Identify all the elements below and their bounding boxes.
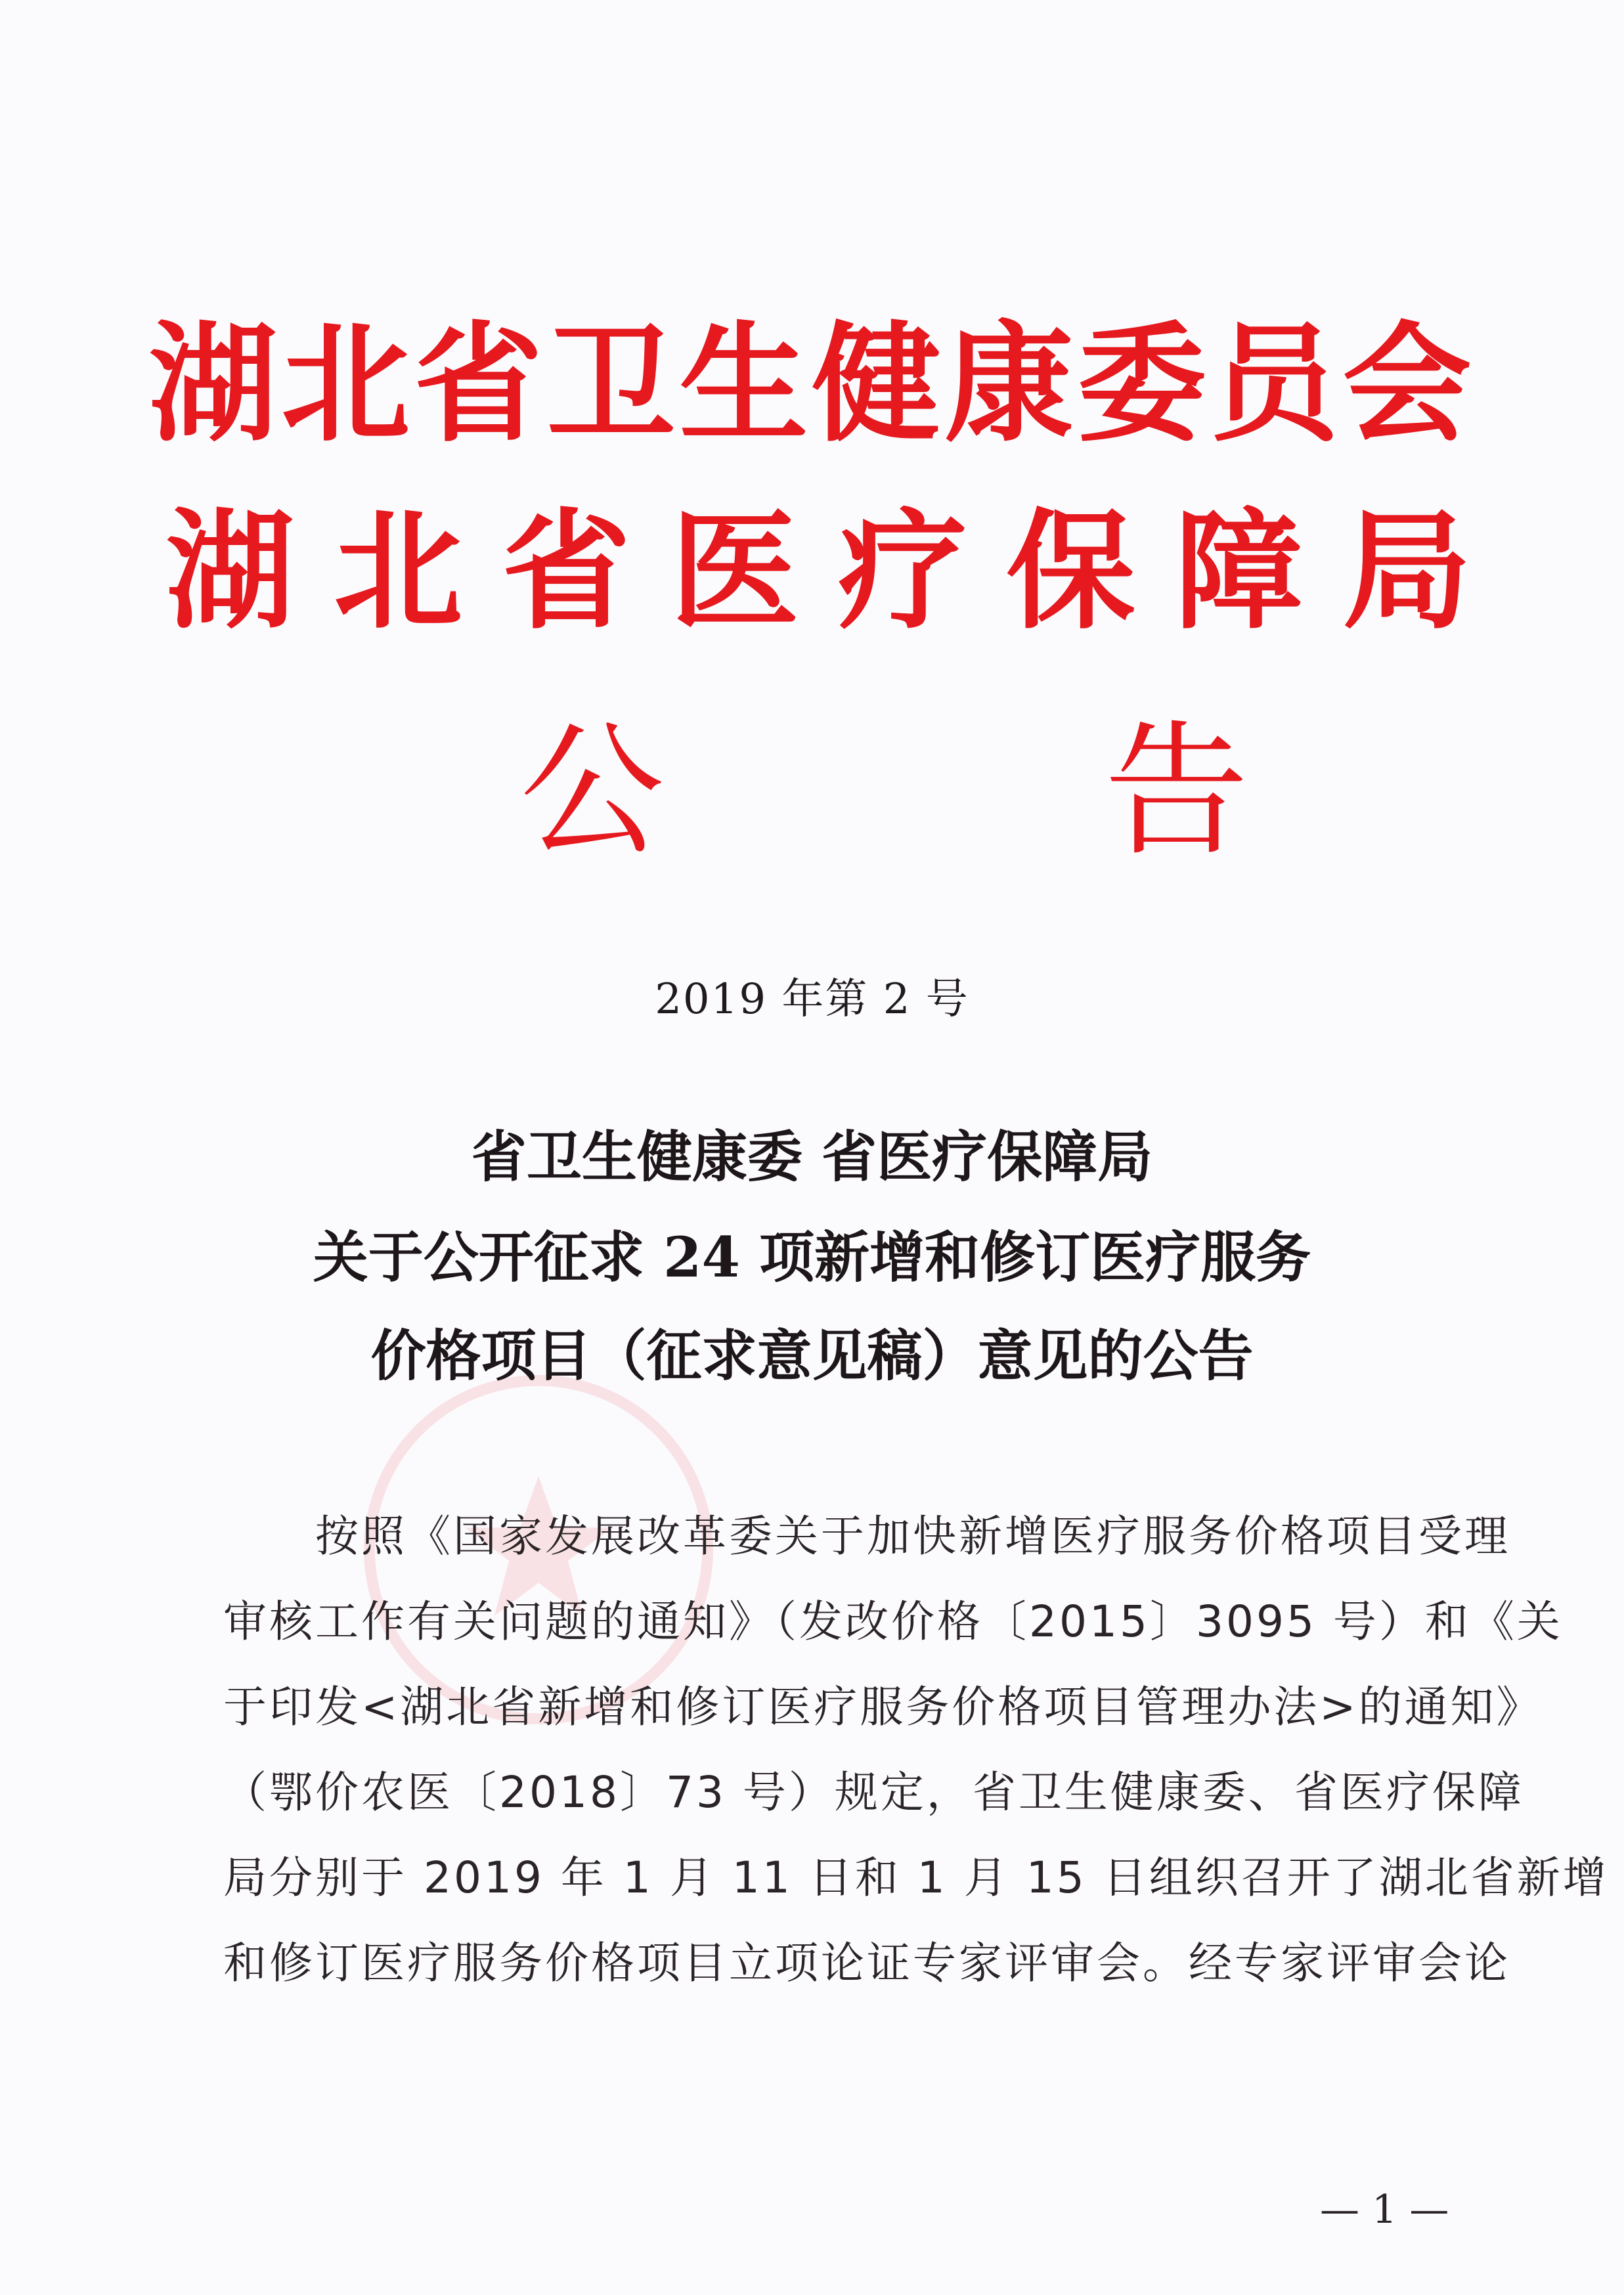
page-number: — 1 —	[1320, 2187, 1449, 2233]
notice-heading: 公 告	[519, 707, 1446, 875]
body-line-3: 于印发<湖北省新增和修订医疗服务价格项目管理办法>的通知》	[223, 1682, 1543, 1732]
body-line-6: 和修订医疗服务价格项目立项论证专家评审会。经专家评审会论	[223, 1938, 1510, 1988]
document-title-line-2: 关于公开征求 24 项新增和修订医疗服务	[313, 1225, 1311, 1290]
body-line-2: 审核工作有关问题的通知》（发改价格〔2015〕3095 号）和《关	[223, 1596, 1563, 1647]
document-number: 2019 年第 2 号	[655, 975, 969, 1024]
body-line-1: 按照《国家发展改革委关于加快新增医疗服务价格项目受理	[315, 1511, 1510, 1562]
document-title-line-1: 省卫生健康委 省医疗保障局	[471, 1124, 1153, 1189]
document-title-line-3: 价格项目（征求意见稿）意见的公告	[370, 1323, 1254, 1388]
issuing-org-health-commission: 湖北省卫生健康委员会	[148, 309, 1476, 460]
issuing-org-medical-security-bureau: 湖北省医疗保障局	[165, 496, 1511, 647]
body-line-4: （鄂价农医〔2018〕73 号）规定，省卫生健康委、省医疗保障	[223, 1767, 1524, 1818]
body-line-5: 局分别于 2019 年 1 月 11 日和 1 月 15 日组织召开了湖北省新增	[223, 1852, 1609, 1903]
